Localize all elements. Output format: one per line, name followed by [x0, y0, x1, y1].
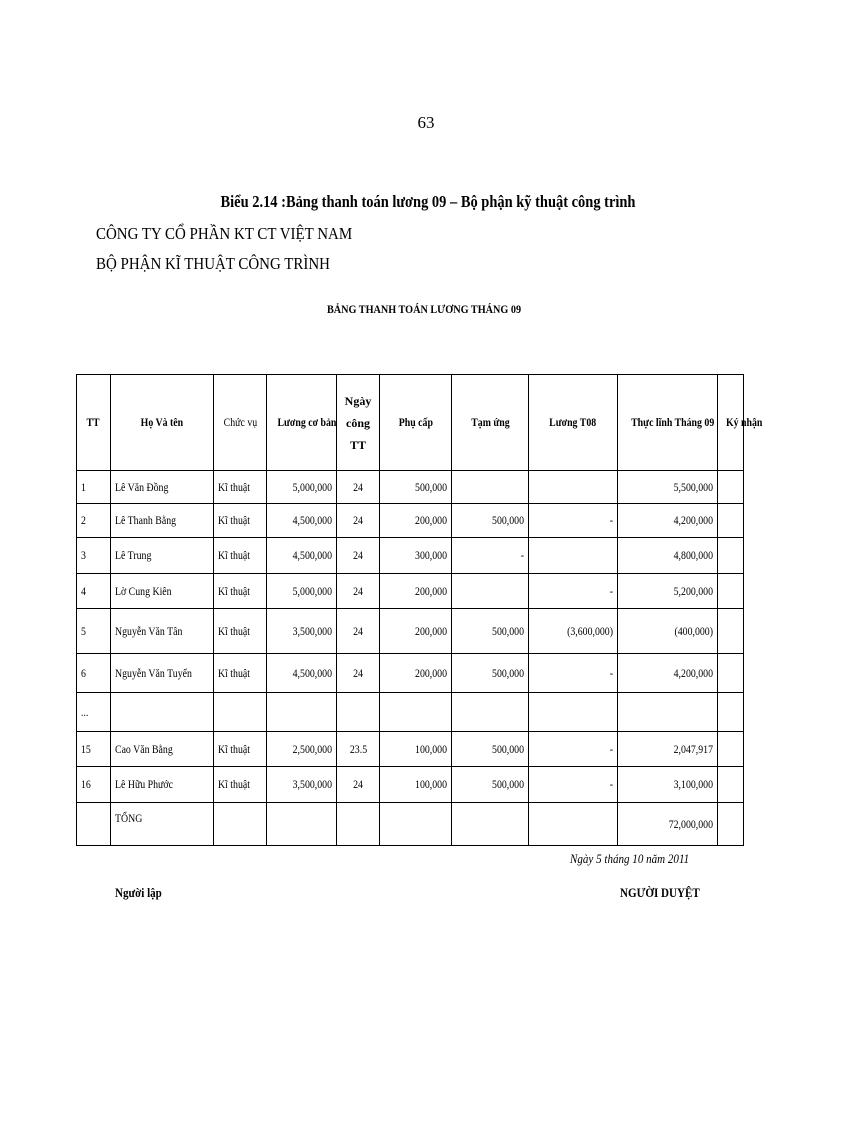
cell-days: 24 [337, 767, 380, 803]
header-salary-t08: Lương T08 [529, 375, 618, 471]
cell-days: 23.5 [337, 732, 380, 767]
total-label: TỔNG [111, 803, 214, 846]
cell-tt: 15 [77, 732, 111, 767]
header-signature: Ký nhận [718, 375, 744, 471]
cell-tt: 3 [77, 538, 111, 574]
cell-net-pay: 4,800,000 [618, 538, 718, 574]
cell-position [214, 693, 267, 732]
cell-base-salary: 4,500,000 [267, 654, 337, 693]
table-row-ellipsis [77, 693, 744, 732]
cell-name: Lê Trung [111, 538, 214, 574]
cell-position: Kĩ thuật [214, 471, 267, 504]
cell-allowance: 200,000 [380, 654, 452, 693]
cell-net-pay: (400,000) [618, 609, 718, 654]
cell-allowance: 100,000 [380, 732, 452, 767]
cell-tt: 1 [77, 471, 111, 504]
table-total-row [77, 803, 744, 846]
cell-name: Nguyễn Văn Tân [111, 609, 214, 654]
table-row [77, 574, 744, 609]
cell-days: 24 [337, 538, 380, 574]
department-name: BỘ PHẬN KĨ THUẬT CÔNG TRÌNH [96, 254, 330, 273]
total-net-pay: 72,000,000 [618, 803, 718, 846]
cell-tt: 2 [77, 504, 111, 538]
approver-label: NGƯỜI DUYỆT [620, 885, 700, 900]
preparer-label: Người lập [115, 885, 162, 900]
table-title: BẢNG THANH TOÁN LƯƠNG THÁNG 09 [326, 302, 522, 316]
cell-position: Kĩ thuật [214, 574, 267, 609]
cell-signature [718, 609, 744, 654]
cell-advance: 500,000 [452, 767, 529, 803]
cell-advance: 500,000 [452, 654, 529, 693]
cell-salary-t08 [529, 471, 618, 504]
page-number: 63 [417, 113, 435, 132]
cell-tt: 6 [77, 654, 111, 693]
header-advance: Tạm ứng [452, 375, 529, 471]
cell-net-pay: 2,047,917 [618, 732, 718, 767]
cell-signature [718, 471, 744, 504]
cell-base-salary: 4,500,000 [267, 538, 337, 574]
table-row [77, 504, 744, 538]
cell-salary-t08 [529, 693, 618, 732]
header-base-salary: Lương cơ bản [267, 375, 337, 471]
cell-base-salary: 3,500,000 [267, 767, 337, 803]
cell-days: 24 [337, 504, 380, 538]
cell-allowance [380, 803, 452, 846]
cell-days [337, 693, 380, 732]
cell-base-salary [267, 803, 337, 846]
cell-signature [718, 654, 744, 693]
cell-net-pay: 4,200,000 [618, 504, 718, 538]
cell-allowance: 500,000 [380, 471, 452, 504]
cell-allowance: 200,000 [380, 574, 452, 609]
cell-net-pay: 4,200,000 [618, 654, 718, 693]
cell-salary-t08: - [529, 767, 618, 803]
cell-allowance: 100,000 [380, 767, 452, 803]
cell-days: 24 [337, 471, 380, 504]
header-days: Ngày công TT [337, 375, 380, 471]
cell-salary-t08: (3,600,000) [529, 609, 618, 654]
cell-name: Cao Văn Bằng [111, 732, 214, 767]
cell-position [214, 803, 267, 846]
cell-tt: ... [77, 693, 111, 732]
cell-position: Kĩ thuật [214, 609, 267, 654]
table-row [77, 654, 744, 693]
cell-tt [77, 803, 111, 846]
cell-salary-t08 [529, 538, 618, 574]
cell-signature [718, 538, 744, 574]
cell-advance [452, 574, 529, 609]
cell-name: Lê Hữu Phước [111, 767, 214, 803]
cell-allowance: 200,000 [380, 609, 452, 654]
table-row [77, 471, 744, 504]
company-name: CÔNG TY CỔ PHẦN KT CT VIỆT NAM [96, 224, 353, 243]
cell-position: Kĩ thuật [214, 767, 267, 803]
table-row [77, 538, 744, 574]
header-allowance: Phụ cấp [380, 375, 452, 471]
cell-base-salary: 4,500,000 [267, 504, 337, 538]
cell-days: 24 [337, 654, 380, 693]
cell-position: Kĩ thuật [214, 504, 267, 538]
cell-base-salary [267, 693, 337, 732]
cell-tt: 16 [77, 767, 111, 803]
cell-salary-t08: - [529, 574, 618, 609]
payroll-table [76, 374, 763, 846]
signature-date: Ngày 5 tháng 10 năm 2011 [570, 851, 690, 866]
header-name: Họ Và tên [111, 375, 214, 471]
cell-advance [452, 693, 529, 732]
cell-salary-t08: - [529, 504, 618, 538]
cell-salary-t08: - [529, 654, 618, 693]
cell-name: Lê Văn Đồng [111, 471, 214, 504]
table-header-row [77, 375, 744, 471]
cell-position: Kĩ thuật [214, 732, 267, 767]
cell-days: 24 [337, 609, 380, 654]
cell-advance: 500,000 [452, 504, 529, 538]
cell-salary-t08: - [529, 732, 618, 767]
header-position: Chức vụ [214, 375, 267, 471]
header-net-pay: Thực lĩnh Tháng 09 [618, 375, 718, 471]
cell-position: Kĩ thuật [214, 538, 267, 574]
cell-base-salary: 5,000,000 [267, 471, 337, 504]
cell-tt: 4 [77, 574, 111, 609]
cell-net-pay: 3,100,000 [618, 767, 718, 803]
cell-base-salary: 3,500,000 [267, 609, 337, 654]
cell-signature [718, 732, 744, 767]
cell-net-pay: 5,200,000 [618, 574, 718, 609]
cell-name: Lê Thanh Bằng [111, 504, 214, 538]
cell-allowance [380, 693, 452, 732]
cell-advance [452, 471, 529, 504]
cell-days: 24 [337, 574, 380, 609]
cell-signature [718, 693, 744, 732]
cell-net-pay: 5,500,000 [618, 471, 718, 504]
cell-position: Kĩ thuật [214, 654, 267, 693]
cell-days [337, 803, 380, 846]
cell-advance: 500,000 [452, 609, 529, 654]
cell-base-salary: 2,500,000 [267, 732, 337, 767]
table-row [77, 732, 744, 767]
cell-name: Lờ Cung Kiên [111, 574, 214, 609]
cell-advance: 500,000 [452, 732, 529, 767]
cell-signature [718, 504, 744, 538]
cell-allowance: 200,000 [380, 504, 452, 538]
cell-advance [452, 803, 529, 846]
table-row [77, 767, 744, 803]
cell-signature [718, 574, 744, 609]
cell-salary-t08 [529, 803, 618, 846]
header-tt: TT [77, 375, 111, 471]
cell-base-salary: 5,000,000 [267, 574, 337, 609]
cell-advance: - [452, 538, 529, 574]
cell-name [111, 693, 214, 732]
table-row [77, 609, 744, 654]
cell-signature [718, 803, 744, 846]
cell-net-pay [618, 693, 718, 732]
cell-signature [718, 767, 744, 803]
cell-allowance: 300,000 [380, 538, 452, 574]
cell-name: Nguyễn Văn Tuyến [111, 654, 214, 693]
cell-tt: 5 [77, 609, 111, 654]
document-title: Biểu 2.14 :Bảng thanh toán lương 09 – Bộ phận kỹ thuật công trình [220, 192, 636, 211]
